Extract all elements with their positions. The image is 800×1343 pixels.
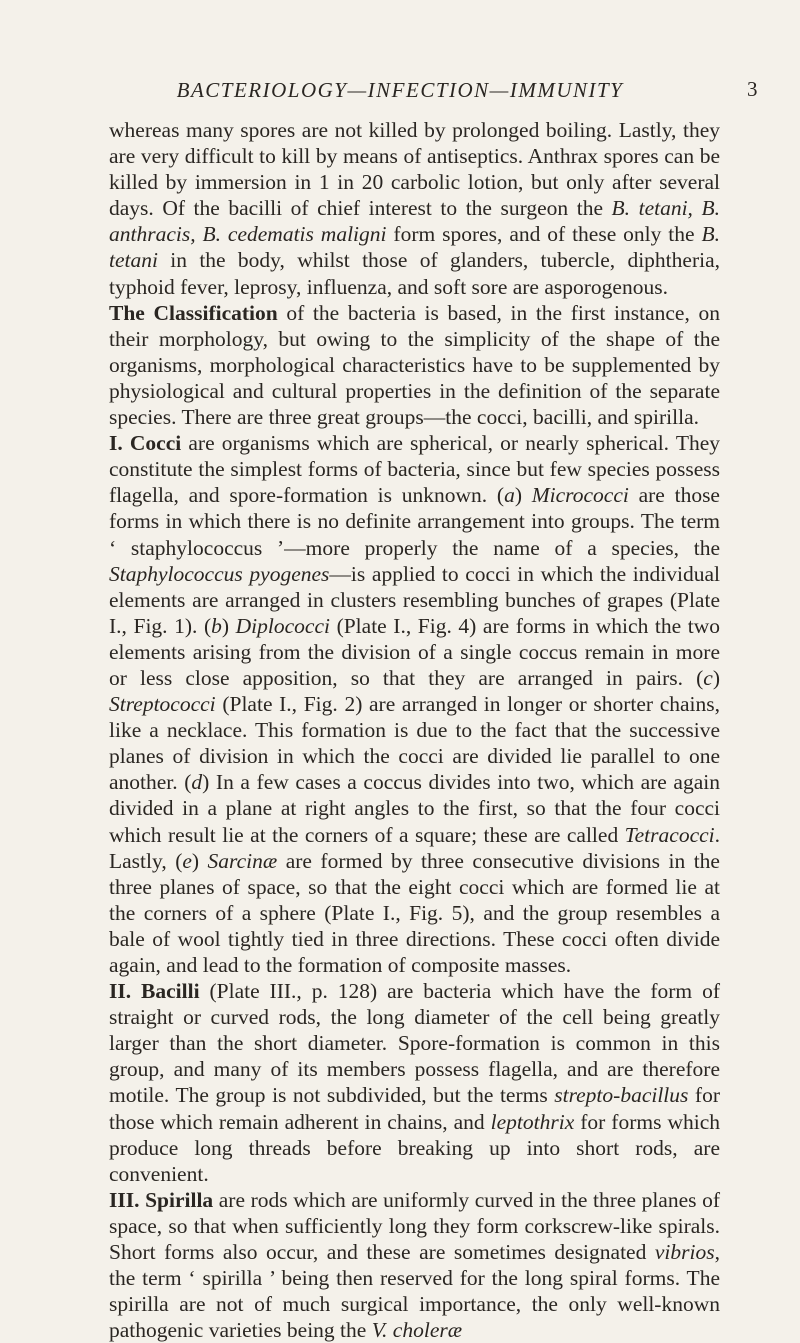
text-run: (Plate III., p. 128) are bacteria which have the form of straight or curved rods, the long diameter of the cell being greatly larger than the short diameter. Spore-formation is common in this group, and many of its members possess flagella, and are therefore motile. The group is not subdivided, but the terms — [109, 979, 720, 1108]
italic-term: e — [182, 848, 192, 873]
text-run: are those forms in which there is no definite arrangement into groups. The term ‘ staphylococcus ’—more properly the name of a species, the — [109, 483, 720, 560]
italic-term: Staphylococcus pyogenes — [109, 561, 330, 586]
text-run: ) — [221, 613, 236, 638]
text-run: for forms which produce long threads before breaking up into short rods, are convenient. — [109, 1109, 720, 1186]
italic-term: c — [703, 665, 713, 690]
italic-term: B. tetani, B. anthracis, B. cedematis maligni — [109, 196, 720, 247]
text-run: —is applied to cocci in which the individual elements are arranged in clusters resembling bunches of grapes (Plate I., Fig. 1). ( — [109, 561, 720, 638]
body-text — [109, 117, 720, 1343]
text-run: whereas many spores are not killed by prolonged boiling. Lastly, they are very difficult to kill by means of antiseptics. Anthrax spores can be killed by immersion in 1 in 20 carbolic lotion, but only after several days. Of the bacilli of chief interest to the surgeon the — [109, 118, 720, 221]
page-number: 3 — [747, 77, 758, 101]
text-run: for those which remain adherent in chains, and — [109, 1083, 720, 1134]
text-run: of the bacteria is based, in the first instance, on their morphology, but owing to the simplicity of the shape of the organisms, morphological characteristics have to be supplemented by physiological and cultural properties in the definition of the separate species. There are three great groups—the cocci, bacilli, and spirilla. — [109, 300, 720, 430]
italic-term: vibrios — [654, 1240, 715, 1265]
italic-term: Micrococci — [531, 483, 629, 508]
italic-term: Tetracocci — [624, 822, 715, 847]
text-run: are formed by three consecutive divisions in the three planes of space, so that the eight cocci which are formed lie at the corners of a sphere (Plate I., Fig. 5), and the group resembles a bale of wool tightly tied in three directions. These cocci often divide again, and lead to the formation of composite masses. — [109, 848, 720, 977]
paragraph-lead: I. Cocci — [109, 431, 182, 456]
paragraph-cocci — [109, 430, 720, 978]
text-run: . Lastly, ( — [109, 822, 720, 873]
italic-term: B. tetani — [109, 222, 720, 273]
text-run: in the body, whilst those of glanders, tubercle, diphtheria, typhoid fever, leprosy, influenza, and soft sore are asporogenous. — [109, 248, 720, 299]
text-run: are organisms which are spherical, or nearly spherical. They constitute the simplest forms of bacteria, since but few species possess flagella, and spore-formation is unknown. ( — [109, 431, 720, 508]
running-head: BACTERIOLOGY—INFECTION—IMMUNITY — [176, 78, 624, 102]
paragraph-spirilla — [109, 1187, 720, 1343]
text-run: (Plate I., Fig. 4) are forms in which the two elements arising from the division of a single coccus remain in more or less close apposition, so that they are arranged in pairs. ( — [109, 613, 720, 690]
text-run: (Plate I., Fig. 2) are arranged in longer or shorter chains, like a necklace. This formation is due to the fact that the successive planes of division in which the cocci are divided lie parallel to one another. ( — [109, 692, 720, 795]
italic-term: b — [211, 613, 222, 638]
italic-term: strepto-bacillus — [554, 1083, 689, 1108]
italic-term: V. choleræ — [371, 1318, 463, 1343]
italic-term: d — [191, 770, 203, 795]
italic-term: Diplococci — [235, 613, 330, 638]
text-run: ) — [712, 665, 720, 690]
paragraph-bacilli — [109, 978, 720, 1187]
paragraph-lead: II. Bacilli — [109, 979, 200, 1004]
text-run: ) In a few cases a coccus divides into two, which are again divided in a plane at right angles to the first, so that the four cocci which result lie at the corners of a square; these are called — [109, 770, 720, 847]
italic-term: a — [504, 483, 515, 508]
text-run: ) — [514, 483, 532, 508]
text-run: , the term ‘ spirilla ’ being then reserved for the long spiral forms. The spirilla are not of much surgical importance, the only well-known pathogenic varieties being the — [109, 1240, 720, 1343]
paragraph-lead: The Classification — [109, 300, 278, 325]
paragraph-spores — [109, 117, 720, 300]
paragraph-lead: III. Spirilla — [109, 1187, 214, 1212]
text-run: are rods which are uniformly curved in the three planes of space, so that when sufficiently long they form corkscrew-like spirals. Short forms also occur, and these are sometimes designated — [109, 1187, 720, 1265]
text-run: form spores, and of these only the — [386, 222, 702, 247]
italic-term: Streptococci — [109, 692, 216, 717]
paragraph-classification — [109, 300, 720, 430]
italic-term: leptothrix — [490, 1109, 575, 1134]
text-run: ) — [191, 848, 208, 873]
italic-term: Sarcinæ — [207, 848, 278, 873]
